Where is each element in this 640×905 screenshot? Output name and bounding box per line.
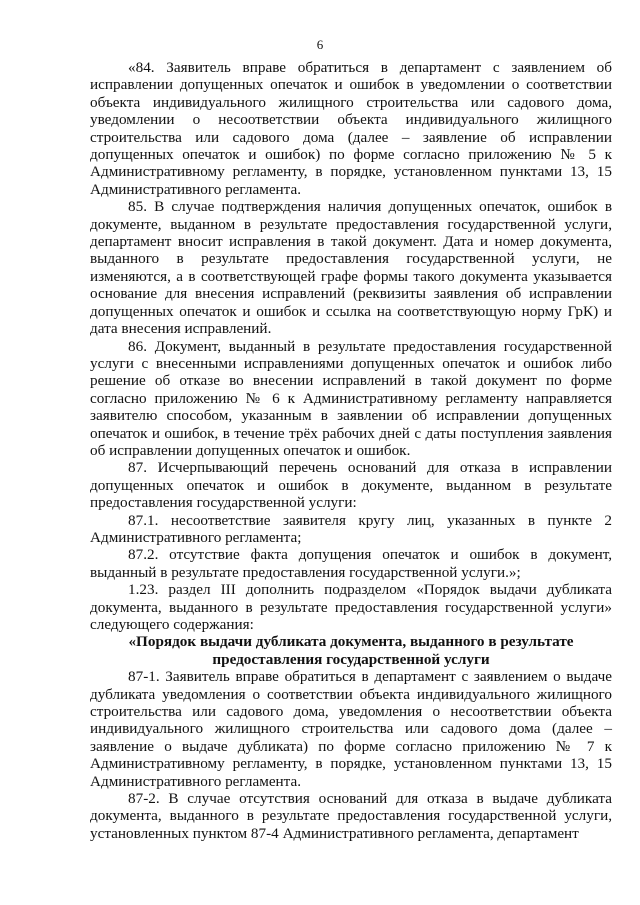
paragraph-85: 85. В случае подтверждения наличия допущенных опечаток, ошибок в документе, выданном в результате предоставления государственной услуги, департамент вносит исправления в такой документ. Дата и номер документа, выданного в результате предоставления государственной услуги, не изменяются, а в соответствующей графе формы такого документа указывается основание для внесения исправлений (реквизиты заявления об исправлении допущенных опечаток и ошибок и ссылка на соответствующую норму ГрК) и дата внесения исправлений. (90, 198, 612, 338)
document-body (90, 59, 612, 842)
section-heading-line-1: «Порядок выдачи дубликата документа, выданного в результате (128, 633, 574, 651)
paragraph-84: «84. Заявитель вправе обратиться в департамент с заявлением об исправлении допущенных опечаток и ошибок в уведомлении о соответствии объекта индивидуального жилищного строительства или садового дома, уведомлении о несоответствии объекта индивидуального жилищного строительства или садового дома (далее – заявление об исправлении допущенных опечаток и ошибок) по форме согласно приложению № 5 к Административному регламенту, в порядке, установленном пунктами 13, 15 Административного регламента. (90, 59, 612, 198)
paragraph-87: 87. Исчерпывающий перечень оснований для отказа в исправлении допущенных опечаток и ошибок в документе, выданном в результате предоставления государственной услуги: (90, 459, 612, 512)
paragraph-86: 86. Документ, выданный в результате предоставления государственной услуги с внесенными исправлениями допущенных опечаток и ошибок либо решение об отказе во внесении исправлений в такой документ по форме согласно приложению № 6 к Административному регламенту направляется заявителю способом, указанным в заявлении об исправлении допущенных опечаток и ошибок, в течение трёх рабочих дней с даты поступления заявления об исправлении допущенных опечаток и ошибок. (90, 337, 612, 459)
paragraph-87-1: 87.1. несоответствие заявителя кругу лиц, указанных в пункте 2 Административного регламента; (90, 511, 612, 546)
section-heading (90, 633, 612, 668)
paragraph-87-1-duplicate: 87-1. Заявитель вправе обратиться в департамент с заявлением о выдаче дубликата уведомления о соответствии объекта индивидуального жилищного строительства или садового дома, уведомления о несоответствии объекта индивидуального жилищного строительства или садового дома (далее – заявление о выдаче дубликата) по форме согласно приложению № 7 к Административному регламенту, в порядке, установленном пунктами 13, 15 Административного регламента. (90, 668, 612, 790)
page-number: 6 (316, 37, 324, 52)
section-heading-line-2: предоставления государственной услуги (212, 650, 490, 668)
paragraph-87-2: 87.2. отсутствие факта допущения опечаток и ошибок в документ, выданный в результате предоставления государственной услуги.»; (90, 546, 612, 581)
paragraph-1-23: 1.23. раздел III дополнить подразделом «Порядок выдачи дубликата документа, выданного в результате предоставления государственной услуги» следующего содержания: (90, 581, 612, 633)
paragraph-87-2-duplicate: 87-2. В случае отсутствия оснований для отказа в выдаче дубликата документа, выданного в результате предоставления государственной услуги, установленных пунктом 87-4 Административного регламента, департамент (90, 790, 612, 842)
